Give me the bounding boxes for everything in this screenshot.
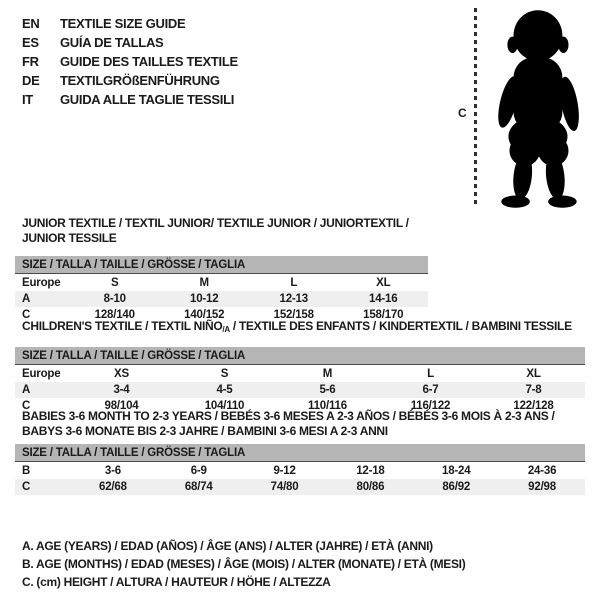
legend-line-a: A. AGE (YEARS) / EDAD (AÑOS) / ÂGE (ANS) / ALTER (JAHRE) / ETÀ (ANNI)	[22, 539, 433, 553]
size-header-row	[15, 256, 428, 274]
childrens-textile-section	[15, 319, 585, 414]
language-title: TEXTILGRÖßENFÜHRUNG	[60, 73, 220, 88]
height-value: 62/68	[70, 479, 156, 495]
table-row-age	[15, 382, 585, 398]
language-code: IT	[22, 92, 33, 107]
height-value: 152/158	[273, 309, 314, 321]
size-value: S	[111, 276, 119, 289]
junior-textile-section	[15, 216, 428, 323]
language-row-it	[22, 90, 238, 109]
childrens-textile-table	[15, 347, 585, 414]
title-subscript: /A	[222, 325, 230, 334]
junior-textile-table	[15, 256, 428, 323]
age-value: 5-6	[276, 382, 379, 398]
language-row-es	[22, 33, 238, 52]
age-value: 10-12	[160, 291, 250, 307]
language-row-fr	[22, 52, 238, 71]
size-value: M	[199, 276, 209, 289]
row-label: C	[22, 400, 31, 412]
size-header-label: SIZE / TALLA / TAILLE / GRÖSSE / TAGLIA	[15, 256, 428, 274]
language-code: FR	[22, 54, 39, 69]
height-value: 104/110	[204, 400, 245, 412]
language-title: GUÍA DE TALLAS	[60, 35, 164, 50]
language-code: EN	[22, 16, 40, 31]
age-value: 9-12	[273, 464, 296, 477]
row-label: A	[15, 291, 70, 307]
age-value: 12-18	[356, 464, 385, 477]
age-value: 14-16	[339, 291, 429, 307]
age-value: 4-5	[173, 382, 276, 398]
age-value: 3-6	[104, 464, 121, 477]
age-value: 3-4	[70, 382, 173, 398]
size-header-label: SIZE / TALLA / TAILLE / GRÖSSE / TAGLIA	[15, 347, 585, 365]
size-header-label: SIZE / TALLA / TAILLE / GRÖSSE / TAGLIA	[15, 444, 585, 462]
age-value: 24-36	[527, 464, 557, 477]
height-value: 122/128	[513, 400, 554, 412]
age-value: 18-24	[442, 464, 471, 477]
row-label: B	[22, 464, 31, 477]
height-value: 128/140	[94, 309, 135, 321]
babies-textile-section	[15, 409, 585, 495]
age-value: 12-13	[249, 291, 339, 307]
height-value: 86/92	[413, 479, 499, 495]
height-value: 80/86	[327, 479, 413, 495]
height-value: 110/116	[308, 400, 347, 412]
language-row-de	[22, 71, 238, 90]
age-value: 7-8	[482, 382, 585, 398]
row-label: C	[22, 309, 31, 321]
legend-line-b: B. AGE (MONTHS) / EDAD (MESES) / ÂGE (MOIS) / ALTER (MONATE) / ETÀ (MESI)	[22, 557, 466, 571]
babies-textile-title: BABIES 3-6 MONTH TO 2-3 YEARS / BEBÉS 3-6 MESES A 2-3 AÑOS / BÉBÉS 3-6 MOIS À 2-3 ANS / BABYS 3-6 MONATE BIS 2-3 JAHRE / BAMBINI 3-6 MESI A 2-3 ANNI	[22, 409, 555, 438]
table-row-europe	[15, 274, 428, 292]
height-measure-label: C	[458, 106, 467, 120]
table-row-europe	[15, 365, 585, 383]
height-value: 74/80	[242, 479, 328, 495]
language-code: ES	[22, 35, 39, 50]
height-value: 140/152	[184, 309, 225, 321]
title-suffix: / TEXTILE DES ENFANTS / KINDERTEXTIL / BAMBINI TESSILE	[229, 319, 572, 333]
size-value: XS	[114, 367, 129, 380]
language-title: GUIDE DES TAILLES TEXTILE	[60, 54, 238, 69]
row-label: Europe	[22, 367, 61, 380]
table-row-age	[15, 291, 428, 307]
babies-textile-table	[15, 444, 585, 495]
age-value: 6-7	[379, 382, 482, 398]
height-figure	[448, 8, 598, 216]
legend-line-c: C. (cm) HEIGHT / ALTURA / HAUTEUR / HÖHE / ALTEZZA	[22, 575, 331, 589]
height-value: 98/104	[104, 400, 139, 412]
language-row-en	[22, 14, 238, 33]
language-title: TEXTILE SIZE GUIDE	[60, 16, 186, 31]
age-value: 6-9	[190, 464, 207, 477]
size-header-row	[15, 347, 585, 365]
size-value: L	[290, 276, 298, 289]
table-row-height	[15, 479, 585, 495]
junior-textile-title: JUNIOR TEXTILE / TEXTIL JUNIOR/ TEXTILE JUNIOR / JUNIORTEXTIL / JUNIOR TESSILE	[22, 216, 409, 245]
size-value: XL	[526, 367, 541, 380]
age-value: 8-10	[70, 291, 160, 307]
toddler-silhouette-icon	[484, 8, 596, 214]
height-value: 116/122	[410, 400, 451, 412]
size-header-row	[15, 444, 585, 462]
row-label: Europe	[22, 276, 61, 289]
height-value: 68/74	[156, 479, 242, 495]
childrens-textile-title	[22, 319, 585, 337]
title-prefix: CHILDREN'S TEXTILE / TEXTIL NIÑO	[22, 319, 223, 333]
language-header	[22, 14, 238, 109]
row-label: A	[15, 382, 70, 398]
size-value: M	[322, 367, 333, 380]
size-value: XL	[376, 276, 391, 289]
language-code: DE	[22, 73, 40, 88]
height-value: 92/98	[499, 479, 585, 495]
size-value: S	[220, 367, 229, 380]
size-value: L	[427, 367, 434, 380]
table-row-age-months	[15, 462, 585, 480]
language-title: GUIDA ALLE TAGLIE TESSILI	[60, 92, 235, 107]
row-label: C	[15, 479, 70, 495]
height-measure-dashed-line	[474, 8, 477, 208]
height-value: 158/170	[363, 309, 404, 321]
legend	[22, 537, 465, 591]
